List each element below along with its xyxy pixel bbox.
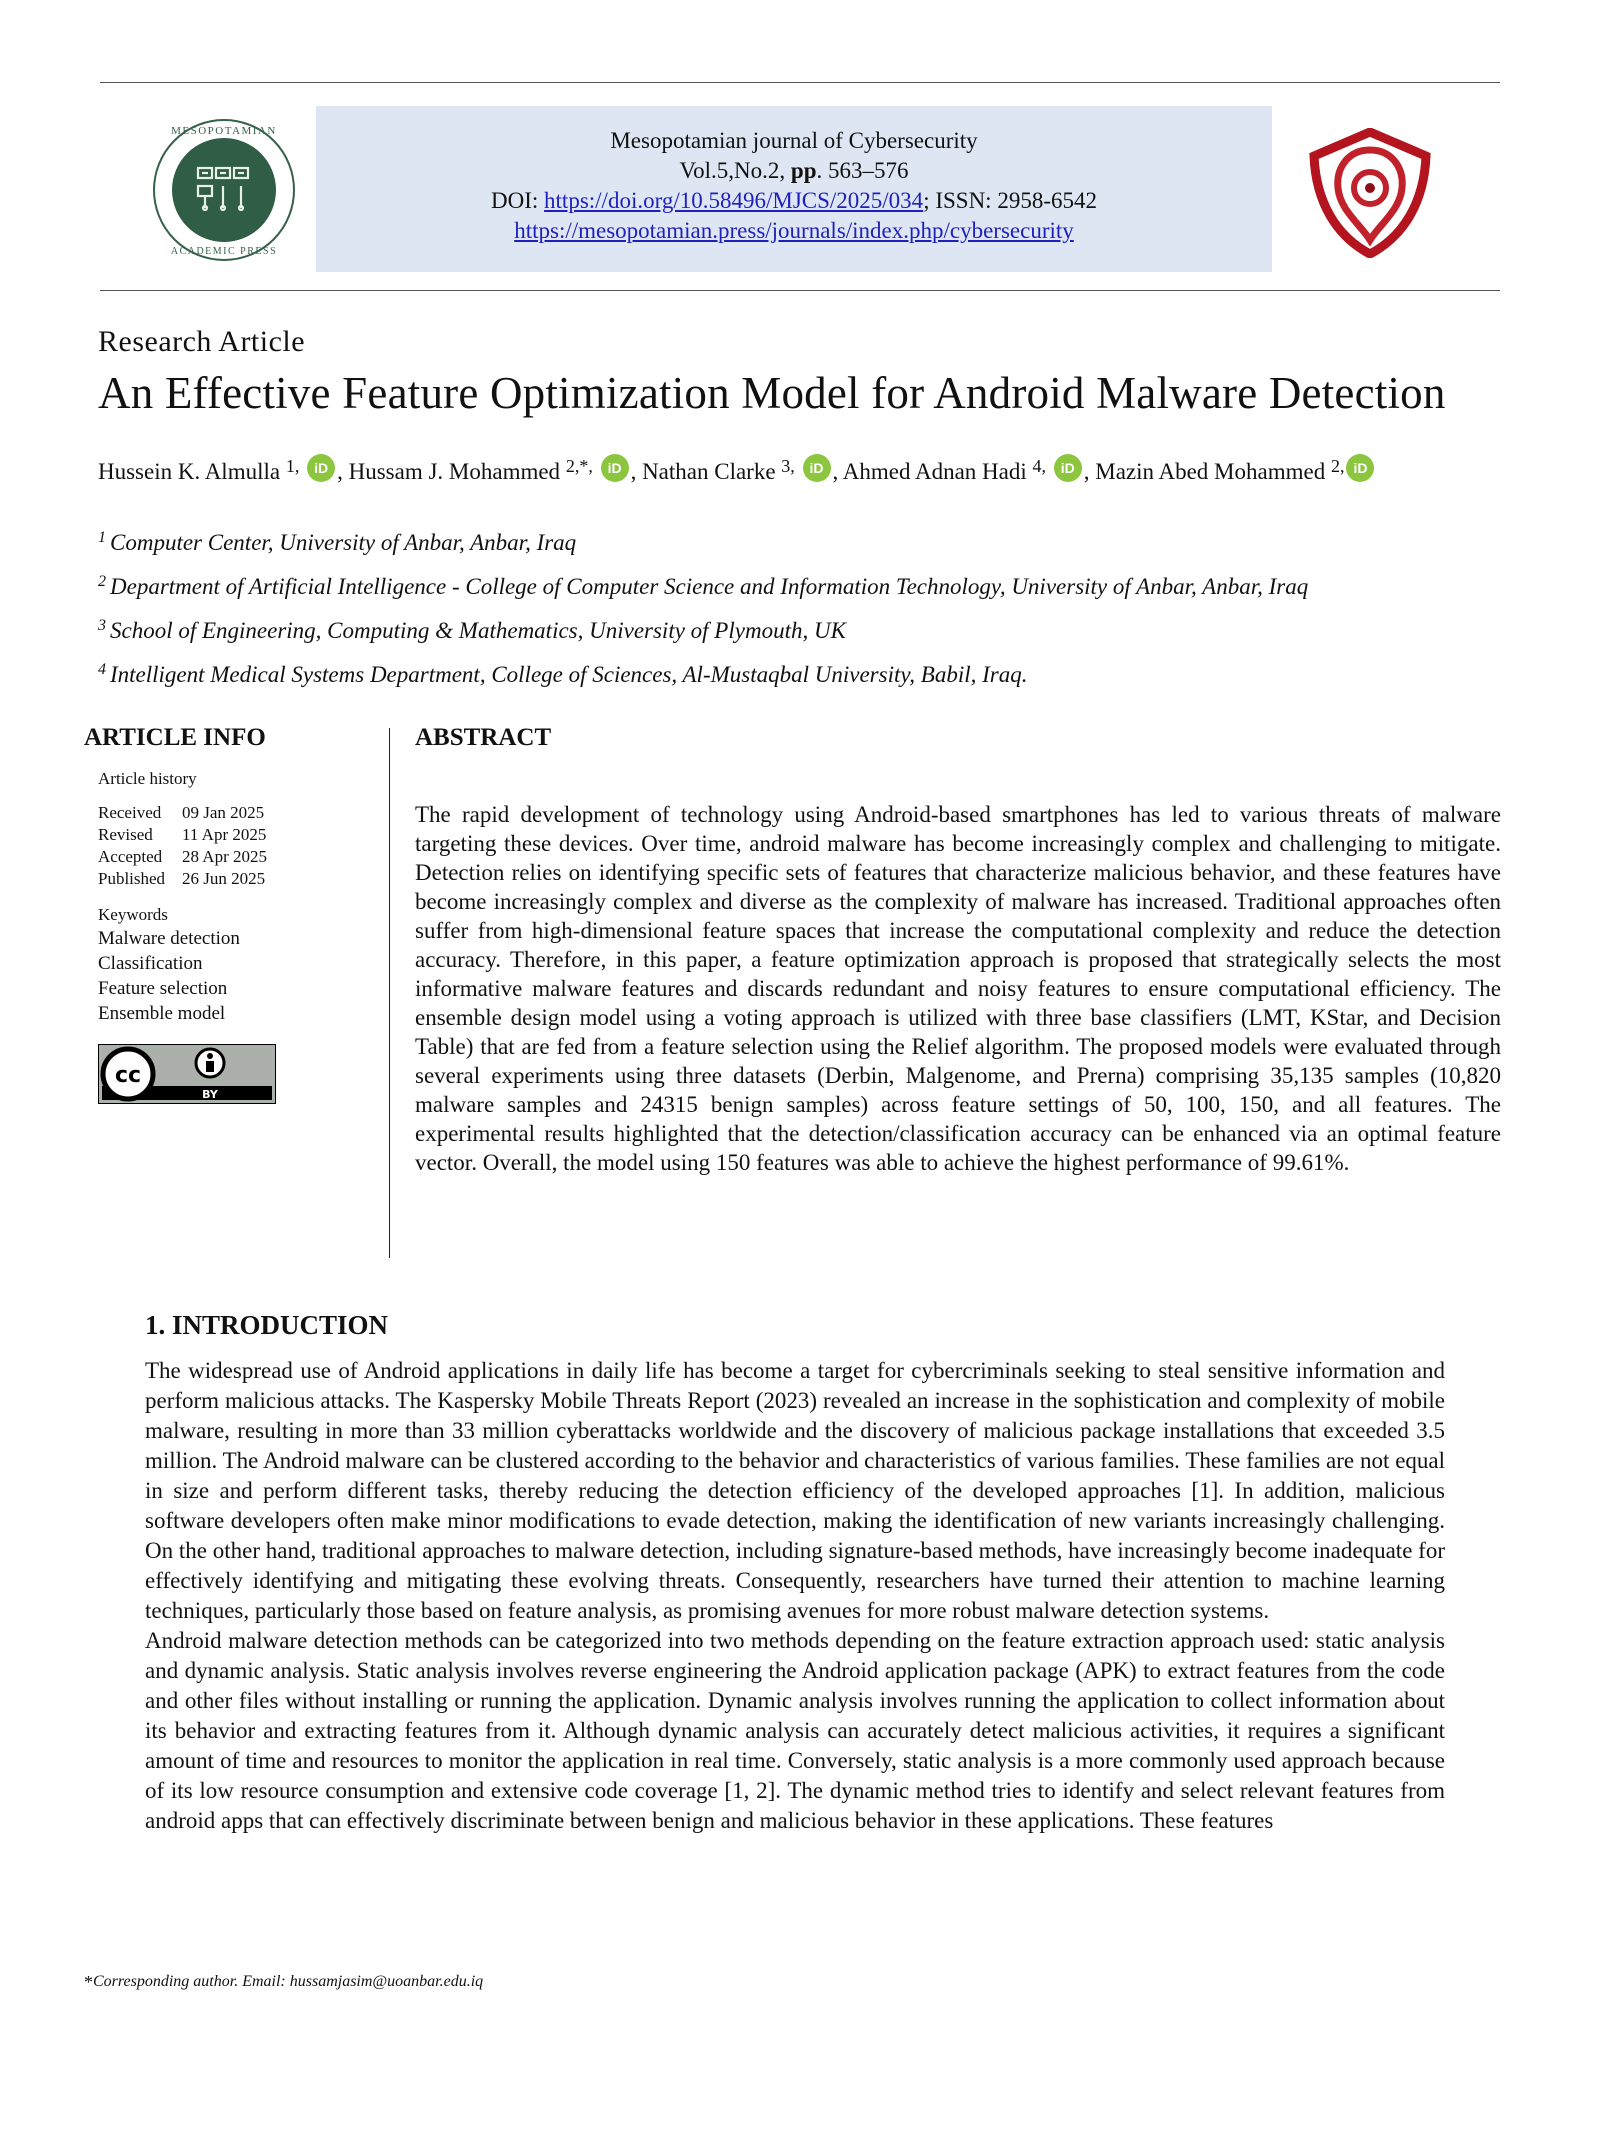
article-info: [98, 768, 267, 1026]
pages-range: . 563–576: [816, 158, 909, 183]
keyword: Feature selection: [98, 978, 228, 999]
by-text: BY: [202, 1088, 218, 1101]
author-name: Mazin Abed Mohammed: [1095, 459, 1331, 484]
top-rule: [100, 82, 1500, 83]
journal-name: Mesopotamian journal of Cybersecurity: [610, 128, 978, 153]
header-rule: [100, 290, 1500, 291]
orcid-icon[interactable]: iD: [601, 454, 629, 482]
author-affil-sup: 3,: [781, 456, 795, 476]
history-row: Accepted 28 Apr 2025: [98, 847, 267, 866]
author-affil-sup: 2,*,: [565, 456, 593, 476]
pages-label: pp: [790, 158, 817, 183]
keyword: Malware detection: [98, 928, 240, 949]
author-affil-sup: 4,: [1032, 456, 1046, 476]
affiliation: $^3$ School of Engineering, Computing & Mathematics, University of Plymouth, UK: [98, 617, 846, 643]
cc-by-license-icon[interactable]: [98, 1044, 276, 1104]
author-list: Hussein K. Almulla $^{1,}$ iD , Hussam J. Mohammed $^{2,*,}$ iD , Nathan Clarke $^{3,}$ iD , Ahmed Adnan Hadi $^{4,}$ iD , Mazin Abed Mohammed $^{2,}$ iD: [98, 448, 1376, 490]
mesopotamian-press-logo: [152, 118, 296, 262]
abstract-text: The rapid development of technology using Android-based smartphones has led to various threats of malware targeting these devices. Over time, android malware has become increasingly complex and challenging to mitigate. Detection relies on identifying specific sets of features that characterize malicious behavior, and these features have become increasingly complex and diverse as the complexity of malware has increased. Traditional approaches often suffer from high-dimensional feature spaces that increase the computational complexity and reduce the detection accuracy. Therefore, in this paper, a feature optimization approach is proposed that strategically selects the most informative malware features and discards redundant and noisy features to ensure computational efficiency. The ensemble design model using a voting approach is utilized with three base classifiers (LMT, KStar, and Decision Table) that are fed from a feature selection using the Relief algorithm. The proposed models were evaluated through several experiments using three datasets (Derbin, Malgenome, and Prerna) comprising 35,135 samples (10,820 malware samples and 24315 benign samples) across feature settings of 50, 100, 150, and all features. The experimental results highlighted that the detection/classification accuracy can be enhanced via an optimal feature vector. Overall, the model using 150 features was able to achieve the highest performance of 99.61%.: [415, 802, 1501, 1175]
history-row: Published 26 Jun 2025: [98, 869, 266, 888]
issn: ; ISSN: 2958-6542: [923, 188, 1097, 213]
orcid-icon[interactable]: iD: [803, 454, 831, 482]
affiliation: $^1$ Computer Center, University of Anbar, Anbar, Iraq: [98, 529, 577, 555]
doi-line: DOI: https://doi.org/10.58496/MJCS/2025/034; ISSN: 2958-6542: [491, 188, 1097, 213]
author-affil-sup: 2,: [1330, 456, 1345, 476]
introduction-body: [145, 1356, 1445, 1836]
doi-link[interactable]: https://doi.org/10.58496/MJCS/2025/034: [544, 188, 924, 213]
history-row: Received 09 Jan 2025: [98, 803, 265, 822]
history-row: Revised 11 Apr 2025: [98, 825, 267, 844]
author-affil-sup: 1,: [285, 456, 300, 476]
orcid-icon[interactable]: iD: [1346, 454, 1374, 482]
article-info-heading: ARTICLE INFO: [84, 724, 266, 751]
keywords-label: Keywords: [98, 905, 168, 924]
cc-text: cc: [114, 1063, 142, 1088]
journal-info-box: [316, 106, 1272, 272]
logo-top-text: MESOPOTAMIAN: [171, 125, 277, 137]
section-heading-introduction: 1. INTRODUCTION: [145, 1310, 389, 1340]
orcid-icon[interactable]: iD: [1054, 454, 1082, 482]
abstract-heading: ABSTRACT: [415, 724, 552, 751]
orcid-icon[interactable]: iD: [307, 454, 335, 482]
journal-url-link[interactable]: https://mesopotamian.press/journals/index.php/cybersecurity: [514, 218, 1074, 243]
column-divider: [389, 728, 390, 1258]
keyword: Classification: [98, 953, 203, 974]
author-name: Hussam J. Mohammed: [348, 459, 566, 484]
paragraph: The widespread use of Android applications in daily life has become a target for cybercriminals seeking to steal sensitive information and perform malicious attacks. The Kaspersky Mobile Threats Report (2023) revealed an increase in the sophistication and complexity of mobile malware, resulting in more than 33 million cyberattacks worldwide and the discovery of malicious package installations that exceeded 3.5 million. The Android malware can be clustered according to the behavior and characteristics of various families. These families are not equal in size and perform different tasks, thereby reducing the detection efficiency of the developed approaches [1]. In addition, malicious software developers often make minor modifications to evade detection, making the identification of new variants increasingly challenging. On the other hand, traditional approaches to malware detection, including signature-based methods, have increasingly become inadequate for effectively identifying and mitigating these evolving threats. Consequently, researchers have turned their attention to machine learning techniques, particularly those based on feature analysis, as promising avenues for more robust malware detection systems.: [145, 1358, 1445, 1623]
logo-bottom-text: ACADEMIC PRESS: [170, 246, 278, 257]
volume-line: Vol.5,No.2, pp. 563–576: [679, 158, 909, 183]
affiliation: $^2$ Department of Artificial Intelligence - College of Computer Science and Information Technology, University of Anbar, Anbar, Iraq: [98, 573, 1309, 599]
paragraph: Android malware detection methods can be categorized into two methods depending on the feature extraction approach used: static analysis and dynamic analysis. Static analysis involves reverse engineering the Android application package (APK) to extract features from the code and other files without installing or running the application. Dynamic analysis involves running the application to collect information about its behavior and extracting features from it. Although dynamic analysis can accurately detect malicious activities, it requires a significant amount of time and resources to monitor the application in real time. Conversely, static analysis is a more commonly used approach because of its low resource consumption and extensive code coverage [1, 2]. The dynamic method tries to identify and select relevant features from android apps that can effectively discriminate between benign and malicious behavior in these applications. These features: [145, 1628, 1445, 1833]
author-name: Hussein K. Almulla: [98, 459, 286, 484]
keyword: Ensemble model: [98, 1003, 226, 1024]
author-name: Ahmed Adnan Hadi: [842, 459, 1033, 484]
paper-title: An Effective Feature Optimization Model for Android Malware Detection: [98, 368, 1446, 418]
cybersecurity-shield-logo: [1308, 128, 1432, 258]
affiliation: $^4$ Intelligent Medical Systems Department, College of Sciences, Al-Mustaqbal University, Babil, Iraq.: [98, 661, 1028, 687]
corresponding-author-footnote: *Corresponding author. Email: hussamjasim@uoanbar.edu.iq: [84, 1972, 484, 1992]
article-type: Research Article: [98, 325, 306, 358]
affiliations: [98, 518, 1308, 694]
author-name: Nathan Clarke: [642, 459, 782, 484]
article-history-label: Article history: [98, 769, 197, 788]
